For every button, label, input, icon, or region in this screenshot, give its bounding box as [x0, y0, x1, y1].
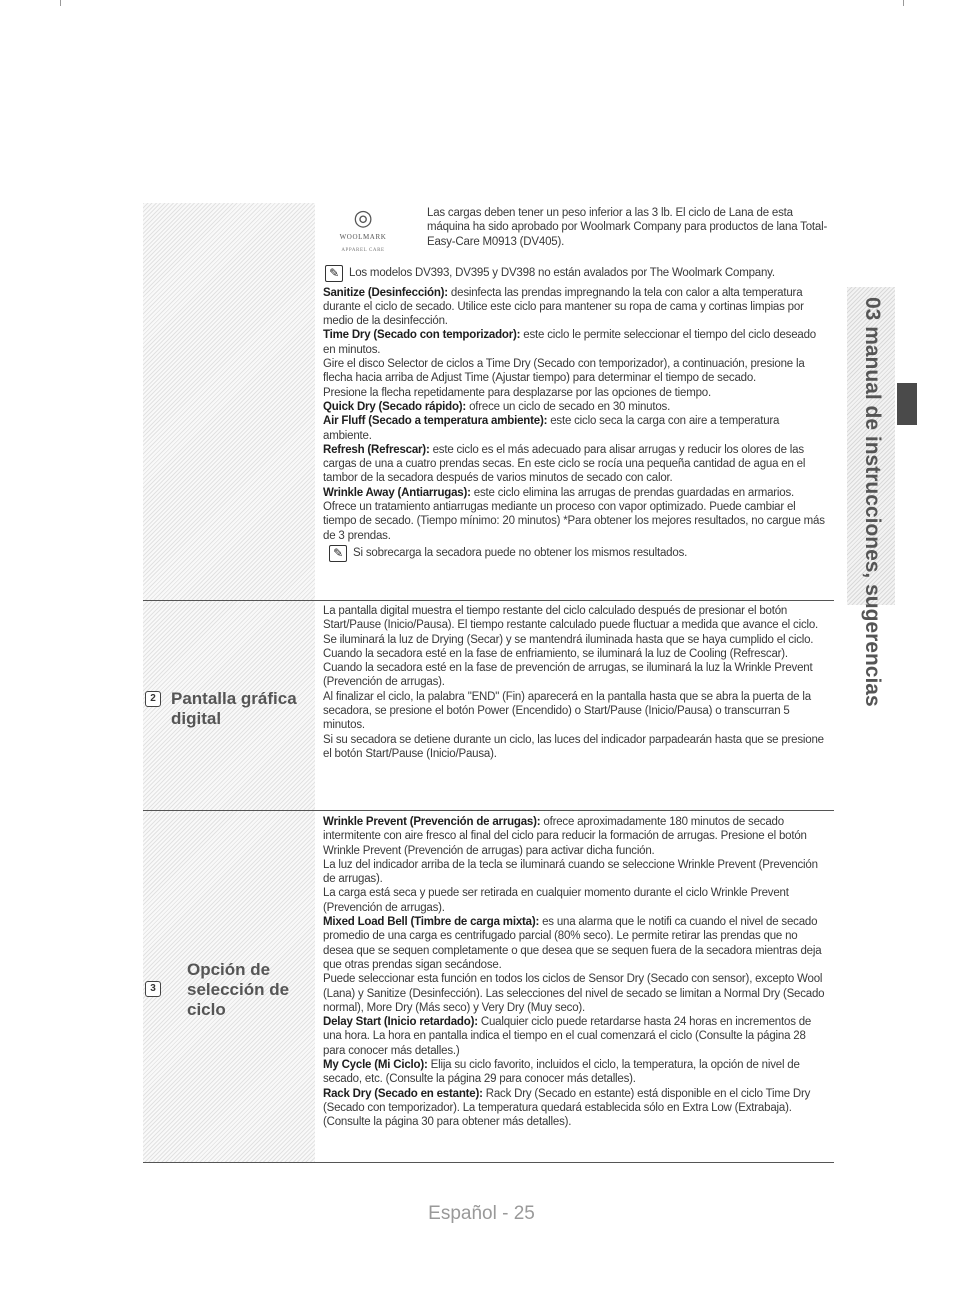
term-label: Wrinkle Away (Antiarrugas):	[323, 486, 471, 499]
term-text: es una alarma que le notifi ca cuando el nivel de secado promedio de una carga es centrifugado parcial (80% seco). Le permite retirar las prendas que no desea que se sequen completamente o que desea que se sequen fuera de la secadora mientras deja que otras prendas sigan secándose.	[323, 916, 822, 971]
paragraph	[323, 1058, 829, 1087]
paragraph	[323, 400, 829, 414]
term-text: este ciclo seca la carga con aire a temperatura ambiente.	[323, 415, 780, 442]
paragraph	[323, 1087, 829, 1130]
note	[323, 265, 829, 282]
term-label: Refresh (Refrescar):	[323, 443, 430, 456]
note-text: Los modelos DV393, DV395 y DV398 no están avalados por The Woolmark Company.	[349, 266, 775, 279]
paragraph	[323, 414, 829, 443]
term-label: Wrinkle Prevent (Prevención de arrugas):	[323, 816, 541, 828]
section-title-line: Opción de	[187, 960, 271, 979]
section-2-content	[323, 604, 829, 761]
section-title-line: Pantalla gráfica	[171, 689, 297, 708]
woolmark-logo-subtext: APPAREL CARE	[341, 248, 385, 254]
paragraph	[323, 486, 829, 500]
term-label: Time Dry (Secado con temporizador):	[323, 329, 521, 342]
section-number-icon: 3	[145, 981, 161, 997]
term-text: este ciclo elimina las arrugas de prendas guardadas en armarios.	[473, 486, 795, 499]
paragraph: Cuando la secadora esté en la fase de enfriamiento, se iluminará la luz de Cooling (Refrescar).	[323, 647, 788, 660]
term-label: Mixed Load Bell (Timbre de carga mixta):	[323, 916, 540, 929]
term-label: Rack Dry (Secado en estante):	[323, 1087, 483, 1100]
paragraph: La pantalla digital muestra el tiempo restante del ciclo calculado después de presionar el botón Start/Pause (Inicio/Pausa). El tiempo restante calculado puede fluctuar a medida que avance el ciclo.	[323, 605, 819, 632]
woolmark-icon: ◎	[353, 205, 373, 230]
section-column-background	[143, 203, 315, 600]
paragraph: Si su secadora se detiene durante un ciclo, las luces del indicador parpadearán hasta que se presione el botón Start/Pause (Inicio/Pausa).	[323, 733, 824, 760]
paragraph: Puede seleccionar esta función en todos los ciclos de Sensor Dry (Secado con sensor), excepto Wool (Lana) y Sanitize (Desinfección). Las selecciones del nivel de secado se limitan a Normal Dry (Secado normal), More Dry (Más seco) y Very Dry (Muy seco).	[323, 973, 825, 1014]
paragraph: Cuando la secadora esté en la fase de prevención de arrugas, se iluminará la luz la Wrinkle Prevent (Prevención de arrugas).	[323, 662, 813, 689]
term-text: este ciclo es el más adecuado para alisar arrugas y reducir los olores de las cargas de una a cuatro prendas secas. En este ciclo se rocía una pequeña cantidad de agua en el tambor de la secadora después de varios minutos de secado con calor.	[323, 443, 806, 485]
term-text: ofrece un ciclo de secado en 30 minutos.	[469, 400, 671, 413]
paragraph	[323, 1015, 829, 1058]
term-label: Air Fluff (Secado a temperatura ambiente):	[323, 415, 548, 428]
manual-page	[143, 203, 834, 1163]
section-title-cycle-option	[145, 960, 289, 1020]
woolmark-logo-text: WOOLMARK	[339, 233, 387, 241]
section-divider	[143, 1162, 834, 1163]
section-title-display	[145, 689, 297, 729]
section-title-line: selección de	[187, 980, 290, 999]
section-3-content	[323, 815, 829, 1130]
woolmark-text: Las cargas deben tener un peso inferior a las 3 lb. El ciclo de Lana de esta máquina ha sido aprobado por Woolmark Company para productos de lana Total-Easy-Care M0913 (DV405).	[427, 207, 828, 248]
term-text: ofrece aproximadamente 180 minutos de secado intermitente con aire fresco al final del ciclo para reducir la formación de arrugas. Presione el botón Wrinkle Prevent (Prevención de arrugas) para activar dicha función.	[323, 816, 807, 857]
crop-mark	[60, 0, 61, 6]
term-label: Sanitize (Desinfección):	[323, 286, 448, 299]
note	[323, 545, 829, 562]
crop-mark	[903, 0, 904, 6]
section-title-line: digital	[171, 709, 222, 728]
chapter-tab-marker	[897, 383, 917, 425]
woolmark-block	[323, 206, 829, 259]
paragraph	[323, 443, 829, 486]
note-icon: ✎	[325, 265, 343, 282]
paragraph: Ofrece un tratamiento antiarrugas mediante un proceso con vapor optimizado. Puede cambiar el tiempo de secado. (Tiempo mínimo: 20 minutos) *Para obtener los mejores resultados, no cargue más de 3 prendas.	[323, 501, 825, 542]
paragraph	[323, 915, 829, 972]
term-text: este ciclo le permite seleccionar el tiempo del ciclo deseado en minutos.	[323, 329, 816, 356]
section-title-line: ciclo	[187, 1000, 226, 1019]
note-icon: ✎	[329, 545, 347, 562]
paragraph: Se iluminará la luz de Drying (Secar) y se mantendrá iluminada hasta que se haya cumplido el ciclo.	[323, 633, 814, 646]
term-label: My Cycle (Mi Ciclo):	[323, 1059, 428, 1072]
section-number-icon: 2	[145, 691, 161, 707]
paragraph: Gire el disco Selector de ciclos a Time Dry (Secado con temporizador), a continuación, presione la flecha hacia arriba de Adjust Time (Ajustar tiempo) para determinar el tiempo de secado.	[323, 358, 805, 385]
paragraph: Al finalizar el ciclo, la palabra "END" (Fin) aparecerá en la pantalla hasta que se abra la puerta de la secadora, se presione el botón Power (Encendido) o Start/Pause (Inicio/Pausa) o transcurran 5 minutos.	[323, 690, 811, 732]
note-text: Si sobrecarga la secadora puede no obtener los mismos resultados.	[353, 547, 688, 560]
term-text: Cualquier ciclo puede retardarse hasta 24 horas en incrementos de una hora. La hora en pantalla indica el tiempo en el cual comenzará el ciclo (Consulte la página 28 para conocer más detalles.)	[323, 1016, 812, 1057]
paragraph: La luz del indicador arriba de la tecla se iluminará cuando se seleccione Wrinkle Prevent (Prevención de arrugas).	[323, 858, 818, 886]
paragraph	[323, 328, 829, 357]
paragraph	[323, 286, 829, 329]
page-number: Español - 25	[428, 1203, 535, 1224]
paragraph	[323, 815, 829, 858]
section-divider	[143, 810, 834, 811]
section-divider	[143, 600, 834, 601]
woolmark-logo	[323, 206, 403, 259]
term-text: Rack Dry (Secado en estante) está disponible en el ciclo Time Dry (Secado con temporizador). La temperatura quedará establecida sólo en Extra Low (Extrabaja). (Consulte la página 30 para obtener más detalles).	[323, 1087, 811, 1129]
term-label: Quick Dry (Secado rápido):	[323, 400, 467, 413]
term-label: Delay Start (Inicio retardado):	[323, 1016, 478, 1029]
paragraph: Presione la flecha repetidamente para desplazarse por las opciones de tiempo.	[323, 386, 711, 399]
term-text: Elija su ciclo favorito, incluidos el ciclo, la temperatura, la opción de nivel de secado, etc. (Consulte la página 29 para conocer más detalles).	[323, 1059, 800, 1086]
term-text: desinfecta las prendas impregnando la tela con calor a alta temperatura durante el ciclo de secado. Utilice este ciclo para mantener su ropa de cama y cortinas limpias por medio de la desinfección.	[323, 286, 804, 328]
section-1-content	[323, 206, 829, 566]
chapter-tab-label: 03 manual de instrucciones, sugerencias	[861, 297, 884, 707]
paragraph: La carga está seca y puede ser retirada en cualquier momento durante el ciclo Wrinkle Prevent (Prevención de arrugas).	[323, 887, 789, 914]
